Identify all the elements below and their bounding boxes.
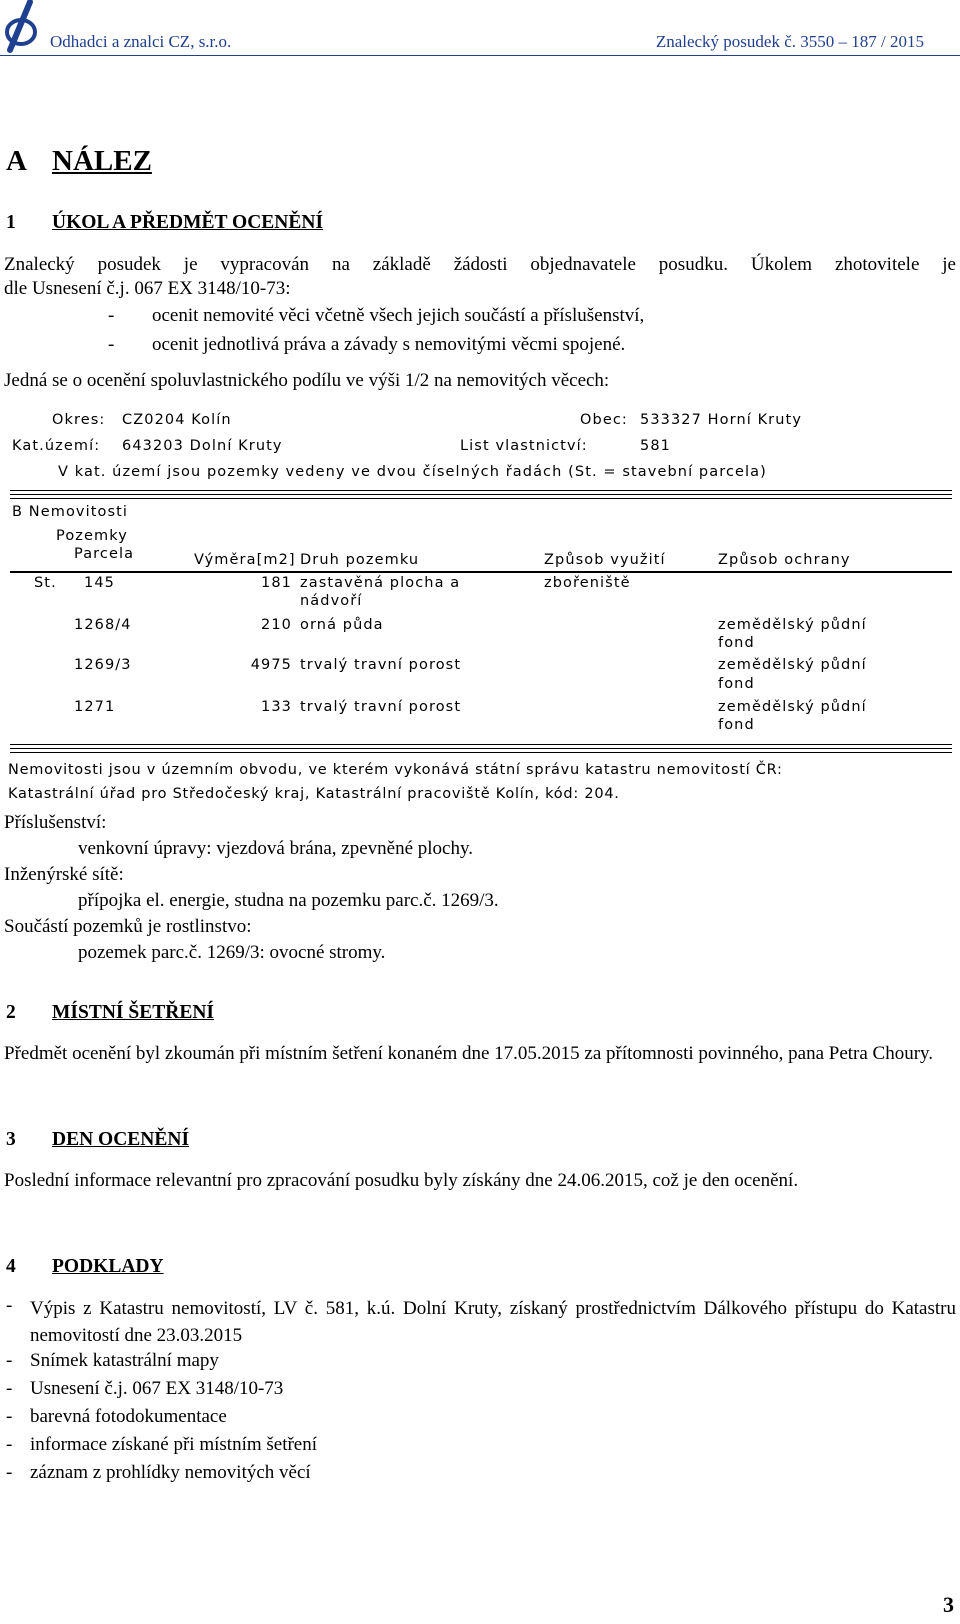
- row-vymera: 4975: [250, 657, 292, 673]
- pozemky-label: Pozemky: [56, 528, 128, 544]
- okres-value: CZ0204 Kolín: [122, 412, 232, 428]
- numbering-note: V kat. území jsou pozemky vedeny ve dvou číselných řadách (St. = stavební parcela): [58, 464, 767, 480]
- col-parcela: Parcela: [74, 546, 135, 562]
- source-item: záznam z prohlídky nemovitých věcí: [30, 1462, 311, 1483]
- extract-rule: [10, 494, 952, 495]
- col-vymera: Výměra[m2]: [194, 552, 296, 568]
- header-company: Odhadci a znalci CZ, s.r.o.: [50, 32, 232, 51]
- source-bullet-dash: -: [6, 1295, 13, 1316]
- row-druh: trvalý travní porost: [300, 657, 462, 673]
- company-logo: [2, 0, 40, 54]
- row-vymera: 210: [261, 617, 292, 633]
- heading-1-number: 1: [6, 212, 16, 233]
- paragraph-1-line1: Znalecký posudek je vypracován na základě žádosti objednavatele posudku. Úkolem zhotovitele je: [4, 254, 956, 275]
- extract-rule: [10, 752, 952, 753]
- row-druh: trvalý travní porost: [300, 699, 462, 715]
- heading-3-title: DEN OCENĚNÍ: [52, 1129, 190, 1150]
- paragraph-3: Poslední informace relevantní pro zpracování posudku byly získány dne 24.06.2015, což je den ocenění.: [4, 1170, 799, 1191]
- obec-label: Obec:: [580, 412, 628, 428]
- row-vymera: 181: [261, 575, 292, 591]
- prislusenstvi-label: Příslušenství:: [4, 812, 107, 833]
- source-bullet-dash: -: [6, 1434, 13, 1455]
- soucasti-label: Součástí pozemků je rostlinstvo:: [4, 916, 252, 937]
- row-ochrana: zemědělský půdní: [718, 699, 867, 715]
- row-parcela: 1268/4: [74, 617, 132, 633]
- extract-footer-1: Nemovitosti jsou v územním obvodu, ve kterém vykonává státní správu katastru nemovitostí ČR:: [8, 762, 783, 778]
- extract-rule: [10, 490, 952, 491]
- task-bullet: ocenit jednotlivá práva a závady s nemovitými věcmi spojené.: [152, 334, 626, 355]
- obec-value: 533327 Horní Kruty: [640, 412, 802, 428]
- source-item: Usnesení č.j. 067 EX 3148/10-73: [30, 1378, 284, 1399]
- site-label: Inženýrské sítě:: [4, 864, 124, 885]
- col-ochrana: Způsob ochrany: [718, 552, 851, 568]
- row-ochrana-cont: fond: [718, 717, 755, 733]
- row-druh: orná půda: [300, 617, 384, 633]
- ku-value: 643203 Dolní Kruty: [122, 438, 283, 454]
- paragraph-2: Předmět ocenění byl zkoumán při místním šetření konaném dne 17.05.2015 za přítomnosti povinného, pana Petra Choury.: [4, 1043, 934, 1064]
- row-ochrana-cont: fond: [718, 676, 755, 692]
- lv-label: List vlastnictví:: [460, 438, 588, 454]
- heading-2-title: MÍSTNÍ ŠETŘENÍ: [52, 1002, 215, 1023]
- task-bullet: ocenit nemovité věci včetně všech jejich součástí a příslušenství,: [152, 305, 645, 326]
- ku-label: Kat.území:: [12, 438, 101, 454]
- extract-footer-2: Katastrální úřad pro Středočeský kraj, Katastrální pracoviště Kolín, kód: 204.: [8, 786, 620, 802]
- col-vyuziti: Způsob využití: [544, 552, 666, 568]
- row-druh: zastavěná plocha a: [300, 575, 461, 591]
- source-bullet-dash: -: [6, 1406, 13, 1427]
- row-vyuziti: zbořeniště: [544, 575, 631, 591]
- heading-4-title: PODKLADY: [52, 1256, 164, 1277]
- header-divider: [0, 55, 960, 56]
- row-ochrana: zemědělský půdní: [718, 657, 867, 673]
- extract-rule: [10, 498, 952, 499]
- paragraph-1-line2: dle Usnesení č.j. 067 EX 3148/10-73:: [4, 278, 291, 299]
- row-ochrana: zemědělský půdní: [718, 617, 867, 633]
- source-item: informace získané při místním šetření: [30, 1434, 318, 1455]
- section-title: NÁLEZ: [52, 145, 152, 177]
- lv-value: 581: [640, 438, 671, 454]
- row-ochrana-cont: fond: [718, 635, 755, 651]
- bullet-dash: -: [108, 334, 115, 355]
- source-bullet-dash: -: [6, 1350, 13, 1371]
- row-parcela: 1269/3: [74, 657, 132, 673]
- bullet-dash: -: [108, 305, 115, 326]
- source-item: Snímek katastrální mapy: [30, 1350, 219, 1371]
- heading-3-number: 3: [6, 1129, 16, 1150]
- okres-label: Okres:: [52, 412, 106, 428]
- heading-1-title: ÚKOL A PŘEDMĚT OCENĚNÍ: [52, 212, 324, 233]
- soucasti-value: pozemek parc.č. 1269/3: ovocné stromy.: [78, 942, 386, 963]
- col-druh: Druh pozemku: [300, 552, 420, 568]
- row-vymera: 133: [261, 699, 292, 715]
- source-item: Výpis z Katastru nemovitostí, LV č. 581, k.ú. Dolní Kruty, získaný prostřednictvím Dálkového přístupu do Katastru nemovitostí dne 23.03.2015: [30, 1298, 956, 1346]
- source-bullet-dash: -: [6, 1378, 13, 1399]
- site-value: přípojka el. energie, studna na pozemku parc.č. 1269/3.: [78, 890, 499, 911]
- row-druh-cont: nádvoří: [300, 593, 363, 609]
- source-bullet-dash: -: [6, 1462, 13, 1483]
- section-letter: A: [6, 145, 27, 177]
- prislusenstvi-value: venkovní úpravy: vjezdová brána, zpevněné plochy.: [78, 838, 473, 859]
- extract-rule: [10, 748, 952, 749]
- row-prefix: St.: [34, 575, 57, 591]
- row-parcela: 145: [84, 575, 115, 591]
- extract-rule: [10, 744, 952, 745]
- table-header-rule: [10, 571, 952, 573]
- row-parcela: 1271: [74, 699, 116, 715]
- heading-4-number: 4: [6, 1256, 16, 1277]
- share-text: Jedná se o ocenění spoluvlastnického podílu ve výši 1/2 na nemovitých věcech:: [4, 370, 610, 391]
- heading-2-number: 2: [6, 1002, 16, 1023]
- source-item: barevná fotodokumentace: [30, 1406, 227, 1427]
- page-number: 3: [943, 1592, 954, 1617]
- header-report-number: Znalecký posudek č. 3550 – 187 / 2015: [655, 32, 924, 51]
- section-b-label: B Nemovitosti: [12, 504, 129, 520]
